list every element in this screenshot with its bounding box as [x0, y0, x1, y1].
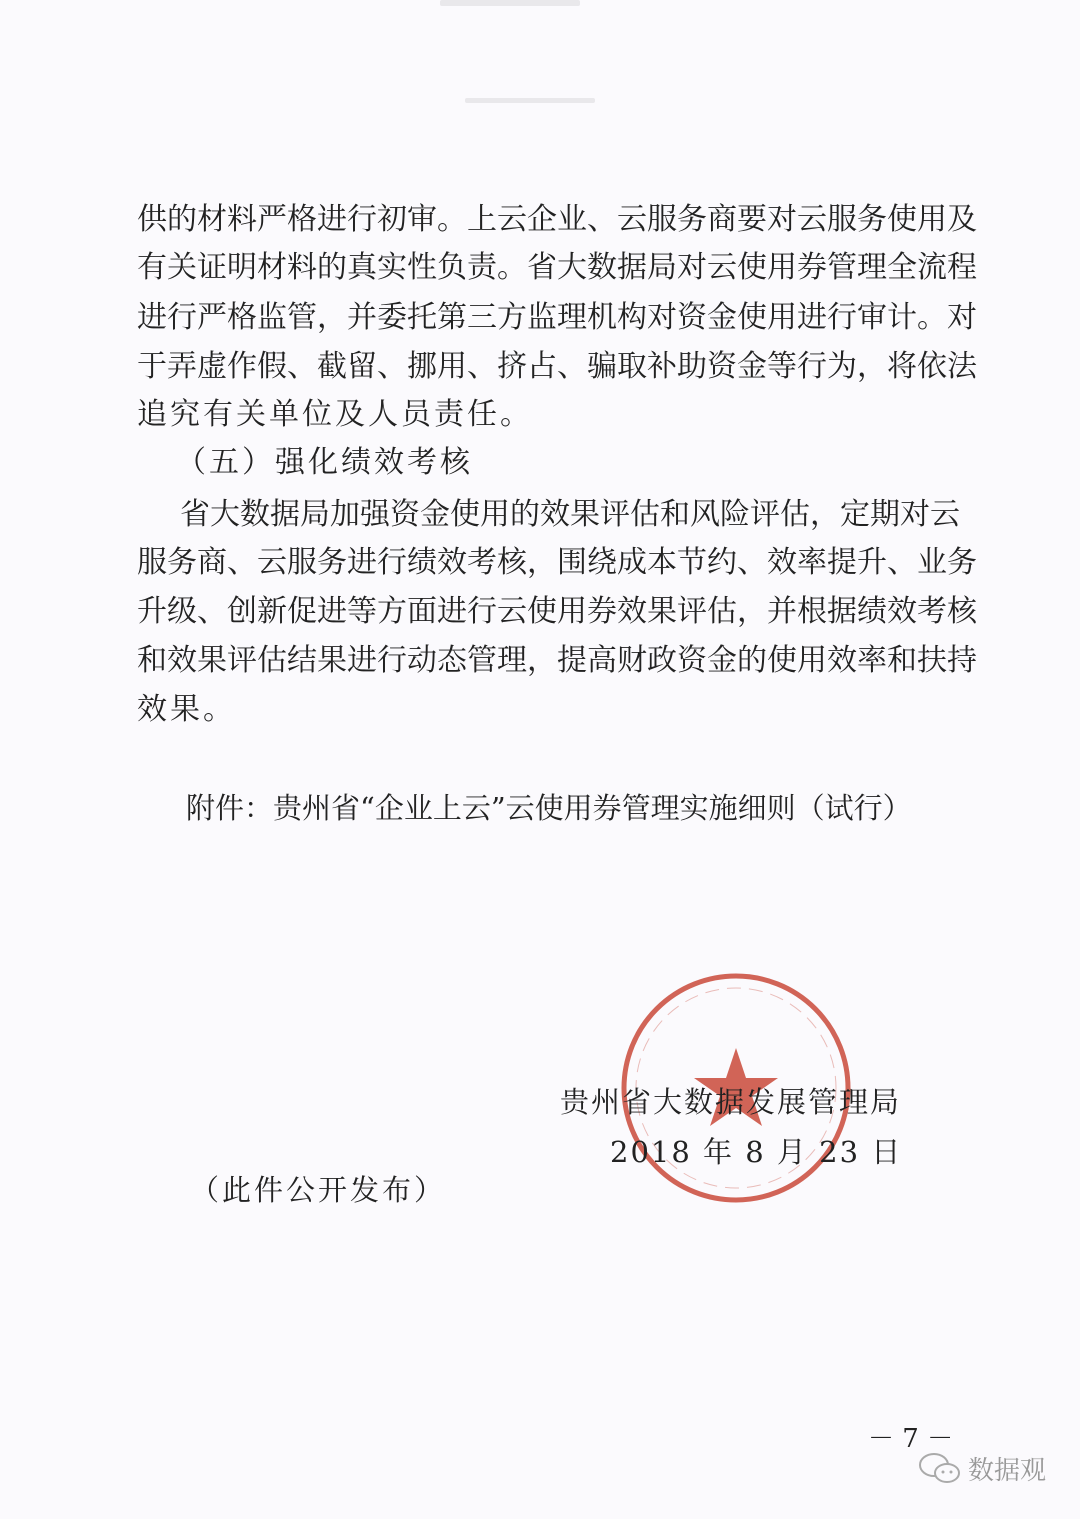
- page-number: － 7 －: [868, 1424, 954, 1454]
- scan-smudge: [465, 98, 595, 103]
- text-line: 追究有关单位及人员责任。: [137, 397, 533, 432]
- text-line: 有关证明材料的真实性负责。省大数据局对云使用券管理全流程: [137, 250, 977, 285]
- watermark-text: 数据观: [968, 1456, 1047, 1486]
- attachment-note: 附件：贵州省“企业上云”云使用券管理实施细则（试行）: [186, 791, 912, 825]
- text-line: 效果。: [137, 692, 236, 727]
- issuing-organization: 贵州省大数据发展管理局: [560, 1085, 902, 1119]
- text-line: 省大数据局加强资金使用的效果评估和风险评估，定期对云: [180, 497, 960, 532]
- public-release-note: （此件公开发布）: [190, 1173, 447, 1207]
- text-line: 于弄虚作假、截留、挪用、挤占、骗取补助资金等行为，将依法: [137, 349, 977, 384]
- text-line: 和效果评估结果进行动态管理，提高财政资金的使用效率和扶持: [137, 643, 977, 678]
- text-line: 服务商、云服务进行绩效考核，围绕成本节约、效率提升、业务: [137, 545, 977, 580]
- scan-smudge: [440, 0, 580, 6]
- text-line: 供的材料严格进行初审。上云企业、云服务商要对云服务使用及: [137, 202, 977, 237]
- wechat-icon: [918, 1452, 962, 1486]
- section-heading: （五）强化绩效考核: [176, 445, 473, 480]
- issue-date: 2018 年 8 月 23 日: [610, 1135, 903, 1169]
- text-line: 升级、创新促进等方面进行云使用券效果评估，并根据绩效考核: [137, 594, 977, 629]
- watermark: [918, 1450, 1046, 1487]
- text-line: 进行严格监管，并委托第三方监理机构对资金使用进行审计。对: [137, 300, 977, 335]
